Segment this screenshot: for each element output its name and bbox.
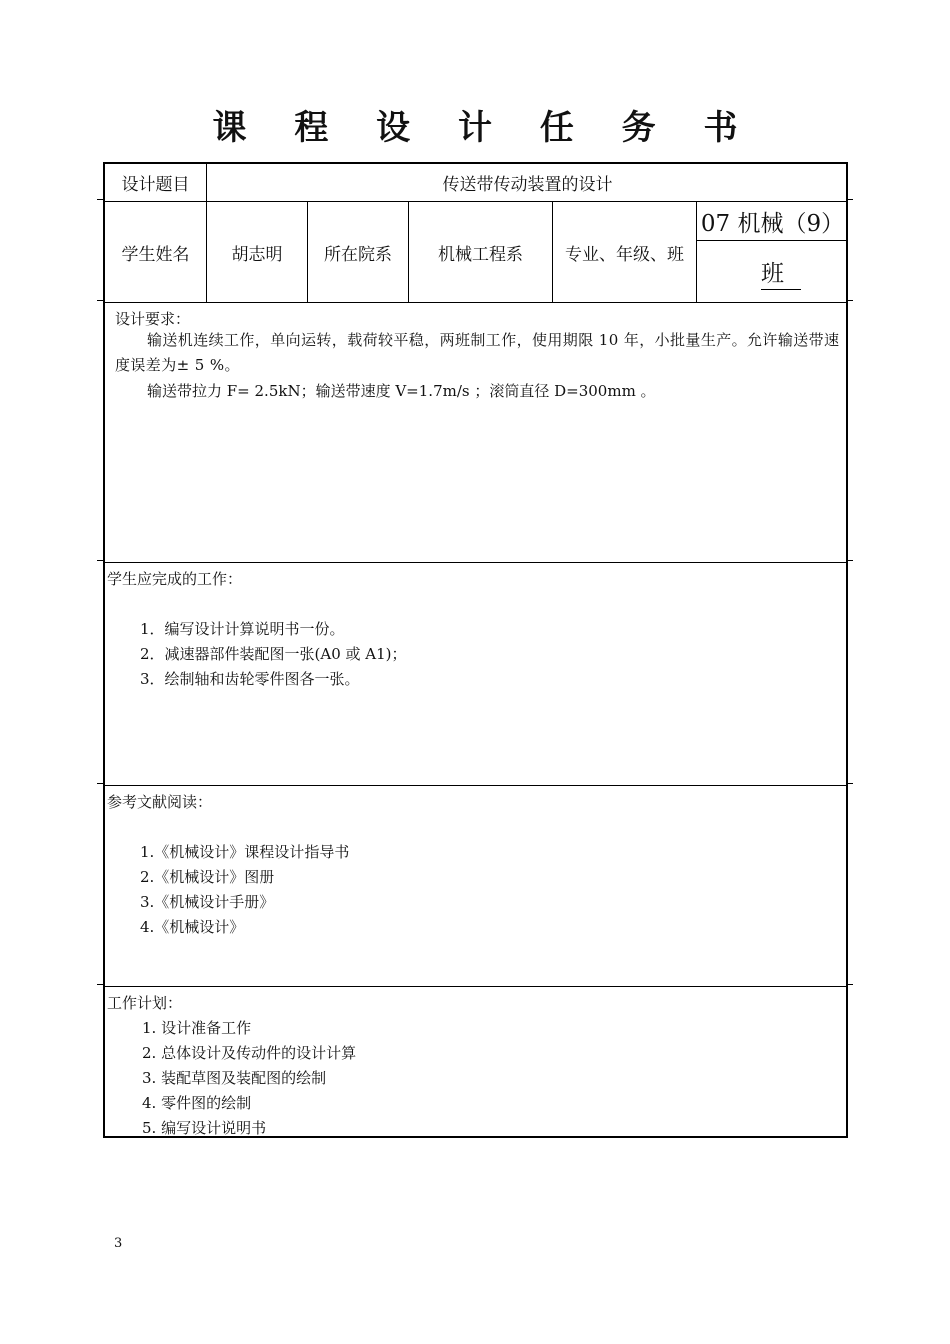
rule-extension-left <box>97 300 103 301</box>
class-label: 专业、年级、班 <box>565 244 684 265</box>
task-item-3: 3．绘制轴和齿轮零件图各一张。 <box>140 670 360 688</box>
reference-item-4: 4.《机械设计》 <box>140 918 245 936</box>
row-divider-student <box>105 302 846 303</box>
requirements-paragraph-1: 输送机连续工作，单向运转，载荷较平稳，两班制工作，使用期限 10 年，小批量生产。允许输送带速度误差为± 5 %。 <box>115 331 840 374</box>
plan-label: 工作计划： <box>107 994 183 1012</box>
plan-item-4: 4. 零件图的绘制 <box>142 1094 252 1112</box>
requirements-label: 设计要求： <box>115 310 191 328</box>
topic-value: 传送带传动装置的设计 <box>442 175 613 195</box>
rule-extension-right <box>847 783 853 784</box>
rule-extension-left <box>97 783 103 784</box>
topic-label: 设计题目 <box>121 175 190 195</box>
rule-extension-right <box>847 984 853 985</box>
rule-extension-left <box>97 199 103 200</box>
reference-item-1: 1.《机械设计》课程设计指导书 <box>140 843 350 861</box>
plan-item-5: 5. 编写设计说明书 <box>142 1119 267 1137</box>
reference-item-3: 3.《机械设计手册》 <box>140 893 275 911</box>
page-number: 3 <box>114 1236 123 1251</box>
requirements-paragraph-2: 输送带拉力 F= 2.5kN；输送带速度 V=1.7m/s ；滚筒直径 D=300mm 。 <box>147 382 656 400</box>
reference-item-2: 2.《机械设计》图册 <box>140 868 275 886</box>
task-item-1: 1．编写设计计算说明书一份。 <box>140 620 345 638</box>
student-name-value: 胡志明 <box>231 244 283 265</box>
tasks-label: 学生应完成的工作： <box>107 570 243 588</box>
rule-extension-right <box>847 560 853 561</box>
rule-extension-left <box>97 560 103 561</box>
row-divider-requirements <box>105 562 846 563</box>
page-title: 课 程 设 计 任 务 书 <box>212 108 756 148</box>
plan-item-1: 1. 设计准备工作 <box>142 1019 252 1037</box>
task-form-table <box>103 162 848 1138</box>
rule-extension-right <box>847 300 853 301</box>
class-value-line1: 07 机械（9） <box>700 210 845 237</box>
rule-extension-left <box>97 984 103 985</box>
department-value: 机械工程系 <box>438 244 523 265</box>
references-label: 参考文献阅读： <box>107 793 213 811</box>
class-value-line2: 班 <box>761 260 784 287</box>
plan-item-2: 2. 总体设计及传动件的设计计算 <box>142 1044 357 1062</box>
rule-extension-right <box>847 199 853 200</box>
class-underline <box>761 289 801 290</box>
row-divider-references <box>105 986 846 987</box>
student-name-label: 学生姓名 <box>121 244 190 265</box>
plan-item-3: 3. 装配草图及装配图的绘制 <box>142 1069 327 1087</box>
department-label: 所在院系 <box>324 244 392 265</box>
task-item-2: 2．减速器部件装配图一张(A0 或 A1)； <box>140 645 407 663</box>
row-divider-tasks <box>105 785 846 786</box>
